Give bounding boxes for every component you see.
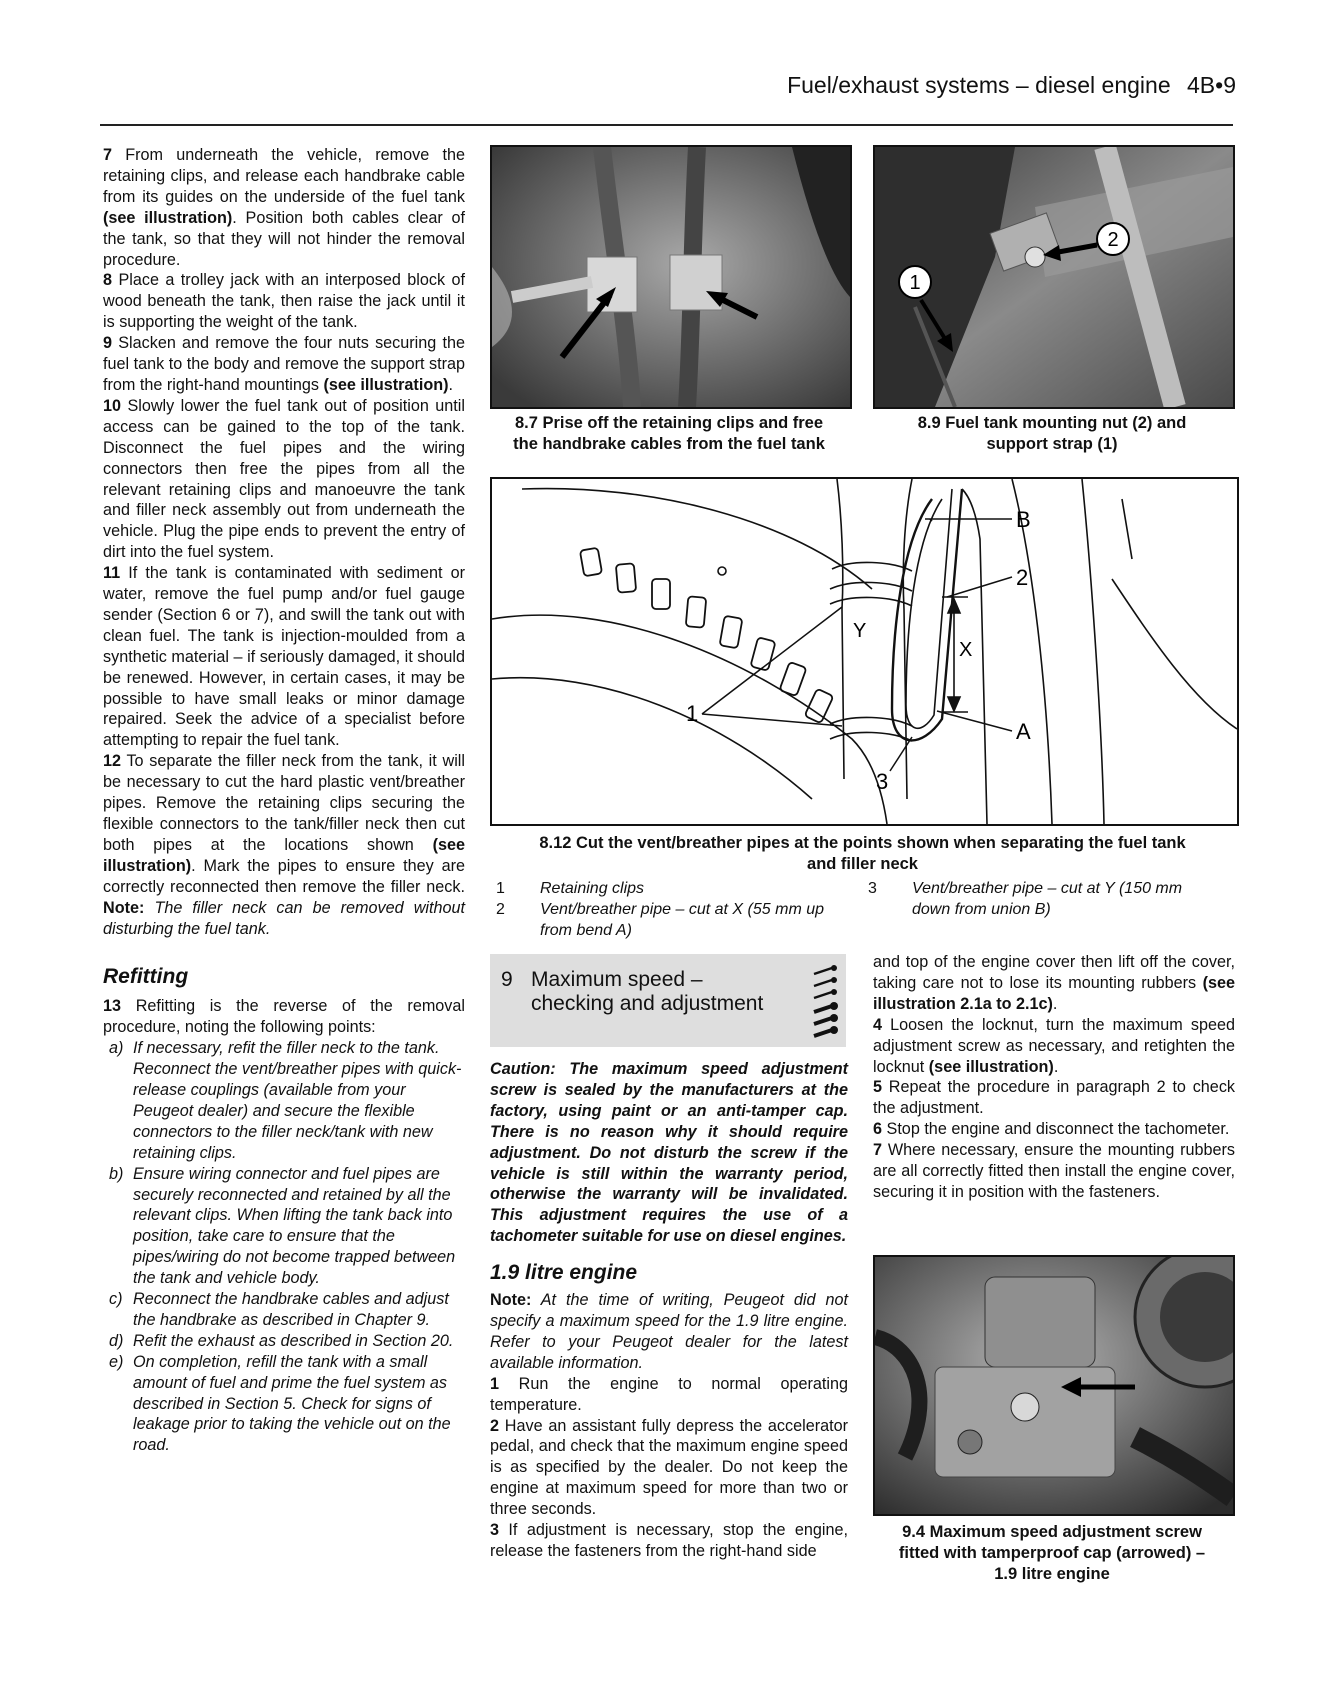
paragraph-11: 11 If the tank is contaminated with sediment or water, remove the fuel pump and/or fuel gauge sender (Section 6 or 7), and swill the tank out with clean fuel. The tank is injection-moulded from a synthetic material – if seriously damaged, it should be renewed. However, in certain cases, it may be possible to have small leaks or minor damage repaired. Seek the advice of a specialist before attempting to repair the fuel tank. xyxy=(103,564,465,750)
photo-label-1: 1 xyxy=(909,272,921,294)
list-item: c) Reconnect the handbrake cables and adjust the handbrake as described in Chapter 9. xyxy=(109,1290,449,1329)
paragraph-8: 8 Place a trolley jack with an interposed block of wood beneath the tank, then raise the jack until it is supporting the weight of the tank. xyxy=(103,271,466,332)
photo-8-7 xyxy=(490,145,852,409)
paragraph-5: 5 Repeat the procedure in paragraph 2 to check the adjustment. xyxy=(873,1078,1236,1118)
section-9-heading xyxy=(490,954,846,1047)
section-number: 9 xyxy=(501,968,513,991)
section-subtitle: checking and adjustment xyxy=(531,992,764,1015)
running-head xyxy=(100,72,1236,106)
diagram-label-3: 3 xyxy=(876,769,889,794)
paragraph-1: 1 Run the engine to normal operating temperature. xyxy=(490,1374,849,1414)
handbrake-clips-photo xyxy=(492,147,850,407)
paragraph-12: 12 To separate the filler neck from the tank, it will be necessary to cut the hard plastic vent/breather pipes. Remove the retaining clips securing the flexible connectors to the tank/filler neck then cut both pipes at the locations shown (see illustration). Mark the pipes to ensure they are correctly reconnected then remove the filler neck. Note: The filler neck can be removed without disturbing the fuel tank. xyxy=(103,752,465,938)
section-title: Maximum speed – xyxy=(531,968,703,991)
paragraph-13: 13 Refitting is the reverse of the removal procedure, noting the following points: xyxy=(103,997,465,1037)
caption-8-12: 8.12 Cut the vent/breather pipes at the points shown when separating the fuel tank and filler neck xyxy=(539,834,1186,873)
paragraph-3-continued: and top of the engine cover then lift off the cover, taking care not to lose its mounting rubbers (see illustration 2.1a to 2.1c). xyxy=(873,953,1235,1013)
header-rule xyxy=(100,124,1233,126)
diagram-label-Y: Y xyxy=(853,620,867,642)
list-item: d) Refit the exhaust as described in Section 20. xyxy=(109,1331,454,1350)
middle-column xyxy=(490,1059,848,1562)
chapter-title: Fuel/exhaust systems – diesel engine xyxy=(787,72,1171,98)
caption-9-4: 9.4 Maximum speed adjustment screw fitted with tamperproof cap (arrowed) – 1.9 litre engine xyxy=(898,1523,1206,1583)
refitting-points-list xyxy=(103,1038,465,1456)
paragraph-6: 6 Stop the engine and disconnect the tachometer. xyxy=(873,1120,1230,1139)
vent-pipe-line-drawing xyxy=(492,479,1237,824)
diagram-label-B: B xyxy=(1016,507,1031,532)
photo-9-4 xyxy=(873,1255,1235,1516)
legend-item-2: 2 Vent/breather pipe – cut at X (55 mm up from bend A) xyxy=(496,901,825,939)
diagram-label-2: 2 xyxy=(1016,565,1029,590)
right-column xyxy=(873,952,1235,1203)
legend-item-1: 1 Retaining clips xyxy=(496,880,645,897)
diagram-legend-left xyxy=(496,878,858,941)
spanners-difficulty-icon xyxy=(810,964,838,1039)
paragraph-9: 9 Slacken and remove the four nuts securing the fuel tank to the body and remove the support strap from the right-hand mountings (see illustration). xyxy=(103,334,465,394)
engine-heading: 1.9 litre engine xyxy=(490,1261,638,1285)
list-item: e) On completion, refill the tank with a small amount of fuel and prime the fuel system as described in Section 5. Check for signs of leakage prior to taking the vehicle out on the road. xyxy=(109,1352,451,1455)
tank-mounting-photo xyxy=(875,147,1233,407)
legend-item-3: 3 Vent/breather pipe – cut at Y (150 mm down from union B) xyxy=(868,880,1183,918)
paragraph-10: 10 Slowly lower the fuel tank out of position until access can be gained to the top of the tank. Disconnect the fuel pipes and the wiring connectors then free the pipes from all the relevant retaining clips and manoeuvre the tank and filler neck assembly out from underneath the vehicle. Plug the pipe ends to prevent the entry of dirt into the fuel system. xyxy=(103,396,465,562)
paragraph-2: 2 Have an assistant fully depress the accelerator pedal, and check that the maximum engine speed is as specified by the dealer. Do not keep the engine at maximum speed for more than two or three seconds. xyxy=(490,1416,848,1519)
paragraph-3: 3 If adjustment is necessary, stop the engine, release the fasteners from the right-hand side xyxy=(490,1521,848,1560)
list-item: a) If necessary, refit the filler neck to the tank. Reconnect the vent/breather pipes with quick-release couplings (available from your Peugeot dealer) and secure the flexible connectors to the filler neck/tank with new retaining clips. xyxy=(109,1039,462,1162)
diagram-label-X: X xyxy=(959,639,973,661)
diagram-label-1: 1 xyxy=(686,701,699,726)
engine-adjustment-screw-photo xyxy=(875,1257,1233,1514)
paragraph-7b: 7 Where necessary, ensure the mounting rubbers are all correctly fitted then install the engine cover, securing it in position with the fasteners. xyxy=(873,1141,1235,1201)
diagram-legend-right xyxy=(868,878,1220,920)
paragraph-4: 4 Loosen the locknut, turn the maximum speed adjustment screw as necessary, and retighten the locknut (see illustration). xyxy=(873,1015,1236,1076)
caption-8-9: 8.9 Fuel tank mounting nut (2) and support strap (1) xyxy=(917,414,1187,453)
note-paragraph: Note: At the time of writing, Peugeot did not specify a maximum speed for the 1.9 litre engine. Refer to your Peugeot dealer for the latest available information. xyxy=(490,1291,848,1372)
diagram-label-A: A xyxy=(1016,719,1031,744)
page-number: 4B•9 xyxy=(1187,72,1236,98)
refitting-heading: Refitting xyxy=(103,965,189,989)
photo-label-2: 2 xyxy=(1107,229,1119,251)
photo-8-9 xyxy=(873,145,1235,409)
diagram-8-12 xyxy=(490,477,1239,826)
left-column xyxy=(103,145,465,1456)
list-item: b) Ensure wiring connector and fuel pipes are securely reconnected and retained by all the relevant clips. When lifting the tank back into position, take care to ensure that the pipes/wiring do not become trapped between the tank and vehicle body. xyxy=(109,1164,456,1288)
paragraph-7: 7 From underneath the vehicle, remove the retaining clips, and release each handbrake cable from its guides on the underside of the fuel tank (see illustration). Position both cables clear of the tank, so that they will not hinder the removal procedure. xyxy=(103,146,466,269)
caution-note: Caution: The maximum speed adjustment screw is sealed by the manufacturers at the factory, using paint or an anti-tamper cap. There is no reason why it should require adjustment. Do not disturb the screw if the vehicle is still within the warranty period, otherwise the warranty will be invalidated. This adjustment requires the use of a tachometer suitable for use on diesel engines. xyxy=(490,1060,848,1246)
caption-8-7: 8.7 Prise off the retaining clips and free the handbrake cables from the fuel tank xyxy=(513,414,825,453)
